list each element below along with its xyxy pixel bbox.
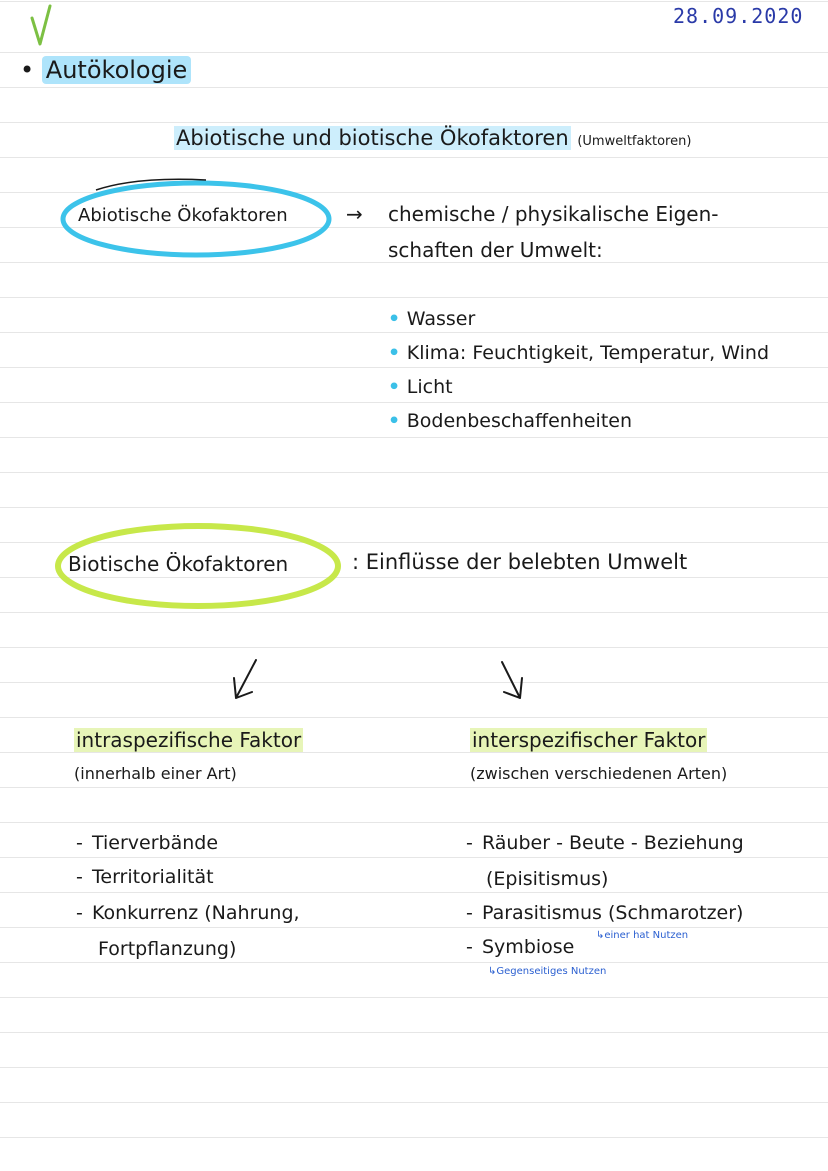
- list-item-continuation: (Episitismus): [486, 868, 609, 890]
- list-item: • Wasser: [388, 308, 476, 330]
- abiotic-label: Abiotische Ökofaktoren: [78, 205, 288, 226]
- annotation-note: ↳einer hat Nutzen: [596, 930, 689, 941]
- bullet-icon: •: [388, 376, 407, 398]
- bullet-icon: •: [388, 308, 407, 330]
- list-item: • Klima: Feuchtigkeit, Temperatur, Wind: [388, 342, 770, 364]
- list-item: - Symbiose: [466, 936, 575, 958]
- inter-subtitle: (zwischen verschiedenen Arten): [470, 764, 728, 783]
- main-heading-note: (Umweltfaktoren): [577, 134, 692, 149]
- dash-icon: -: [466, 832, 473, 854]
- abiotic-description-line1: chemische / physikalische Eigen-: [388, 202, 719, 226]
- list-item: • Licht: [388, 376, 453, 398]
- date: 28.09.2020: [673, 4, 804, 28]
- arrow-down-left-icon: [228, 656, 262, 706]
- intra-title: intraspezifische Faktor: [76, 728, 302, 752]
- arrow-down-right-icon: [496, 658, 530, 706]
- dash-icon: -: [76, 832, 83, 854]
- annotation-note: ↳Gegenseitiges Nutzen: [488, 966, 607, 977]
- list-item: • Bodenbeschaffenheiten: [388, 410, 633, 432]
- checkmark-icon: [28, 4, 56, 48]
- inter-title: interspezifischer Faktor: [472, 728, 706, 752]
- list-item-continuation: Fortpflanzung): [98, 938, 237, 960]
- dash-icon: -: [76, 902, 83, 924]
- bullet-icon: •: [20, 56, 35, 84]
- bullet-icon: •: [388, 410, 407, 432]
- list-item: - Konkurrenz (Nahrung,: [76, 902, 300, 924]
- abiotic-arrow-icon: →: [346, 202, 363, 226]
- abiotic-factor-list: [388, 302, 769, 438]
- main-heading: Abiotische und biotische Ökofaktoren: [176, 126, 569, 150]
- biotic-label: Biotische Ökofaktoren: [68, 552, 289, 576]
- list-item: - Parasitismus (Schmarotzer): [466, 902, 744, 924]
- section-title-row: [20, 56, 191, 84]
- list-item: - Räuber - Beute - Beziehung: [466, 832, 744, 854]
- list-item: - Tierverbände: [76, 832, 219, 854]
- dash-icon: -: [466, 902, 473, 924]
- section-title: Autökologie: [42, 56, 191, 84]
- main-heading-row: [174, 126, 691, 150]
- abiotic-description-line2: schaften der Umwelt:: [388, 238, 603, 262]
- bullet-icon: •: [388, 342, 407, 364]
- dash-icon: -: [76, 866, 83, 888]
- dash-icon: -: [466, 936, 473, 958]
- list-item: - Territorialität: [76, 866, 214, 888]
- biotic-description: : Einflüsse der belebten Umwelt: [352, 550, 688, 574]
- intra-subtitle: (innerhalb einer Art): [74, 764, 237, 783]
